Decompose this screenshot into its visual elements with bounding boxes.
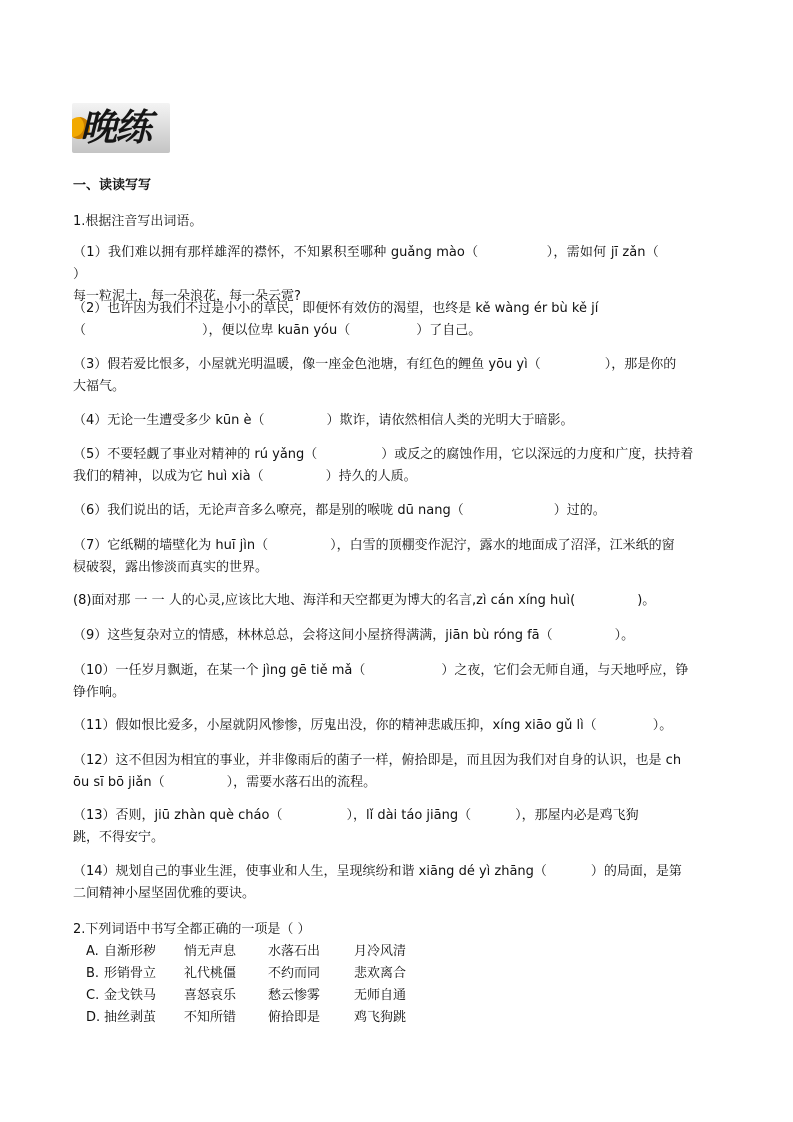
question-1-item-9: （9）这些复杂对立的情感，林林总总，会将这间小屋挤得满满，jiān bù róng fā（ ）。 bbox=[73, 628, 635, 643]
question-1-item-3: （3）假若爱比恨多，小屋就光明温暖，像一座金色池塘，有红色的鲤鱼 yōu yì（ ），那是你的 大福气。 bbox=[73, 357, 677, 394]
question-1-item-7: （7）它纸糊的墙壁化为 huī jìn（ ），白雪的顶棚变作泥泞，露水的地面成了沼泽，江米纸的窗 棂破裂，露出惨淡而真实的世界。 bbox=[73, 538, 675, 575]
logo-text: 晚练 bbox=[80, 106, 150, 149]
section-title: 一、读读写写 bbox=[73, 178, 152, 193]
option-c: C. 金戈铁马 喜怒哀乐 愁云惨雾 无师自通 bbox=[86, 988, 407, 1003]
question-1-item-8: (8)面对那 一 一 人的心灵,应该比大地、海洋和天空都更为博大的名言,zì cán xíng huì( )。 bbox=[73, 593, 656, 608]
question-1-item-11: （11）假如恨比爱多，小屋就阴风惨惨，厉鬼出没，你的精神悲戚压抑，xíng xiāo gǔ lì（ ）。 bbox=[73, 718, 673, 733]
question-1-item-4: （4）无论一生遭受多少 kūn è（ ）欺诈，请依然相信人类的光明大于暗影。 bbox=[73, 413, 574, 428]
question-1-item-1: （1）我们难以拥有那样雄浑的襟怀，不知累积至哪种 guǎng mào（ ），需如何 jī zǎn（） 每一粒泥土，每一朵浪花，每一朵云霓? bbox=[73, 245, 659, 304]
question-1-item-6: （6）我们说出的话，无论声音多么嘹亮，都是别的喉咙 dū nang（ ）过的。 bbox=[73, 503, 606, 518]
question-2-title: 2.下列词语中书写全都正确的一项是（ ） bbox=[73, 922, 311, 937]
option-a: A. 自渐形秽 悄无声息 水落石出 月冷风清 bbox=[86, 944, 407, 959]
evening-practice-logo bbox=[72, 103, 170, 153]
question-1-item-13: （13）否则，jiū zhàn què cháo（ ），lǐ dài táo jiāng（ ），那屋内必是鸡飞狗 跳，不得安宁。 bbox=[73, 808, 639, 845]
question-1-item-12: （12）这不但因为相宜的事业，并非像雨后的菌子一样，俯拾即是，而且因为我们对自身的认识，也是 ch ōu sī bō jiǎn（ ），需要水落石出的流程。 bbox=[73, 753, 682, 790]
question-1-item-14: （14）规划自己的事业生涯，使事业和人生，呈现缤纷和谐 xiāng dé yì zhāng（ ）的局面，是第 二间精神小屋坚固优雅的要诀。 bbox=[73, 864, 682, 901]
question-1-item-10: （10）一任岁月飘逝，在某一个 jìng gē tiě mǎ（ ）之夜，它们会无师自通，与天地呼应，铮 铮作响。 bbox=[73, 663, 689, 700]
question-1-title: 1.根据注音写出词语。 bbox=[73, 214, 203, 229]
question-1-item-5: （5）不要轻觑了事业对精神的 rú yǎng（ ）或反之的腐蚀作用，它以深远的力度和广度，扶持着 我们的精神，以成为它 huì xià（ ）持久的人质。 bbox=[73, 447, 694, 484]
option-d: D. 抽丝剥茧 不知所错 俯拾即是 鸡飞狗跳 bbox=[86, 1010, 407, 1025]
question-1-item-2: （2）也许因为我们不过是小小的草民，即便怀有效仿的渴望，也终是 kě wàng ér bù kě jí （ ），便以位卑 kuān yóu（ ）了自己。 bbox=[73, 301, 599, 338]
option-b: B. 形销骨立 礼代桃僵 不约而同 悲欢离合 bbox=[86, 966, 407, 981]
